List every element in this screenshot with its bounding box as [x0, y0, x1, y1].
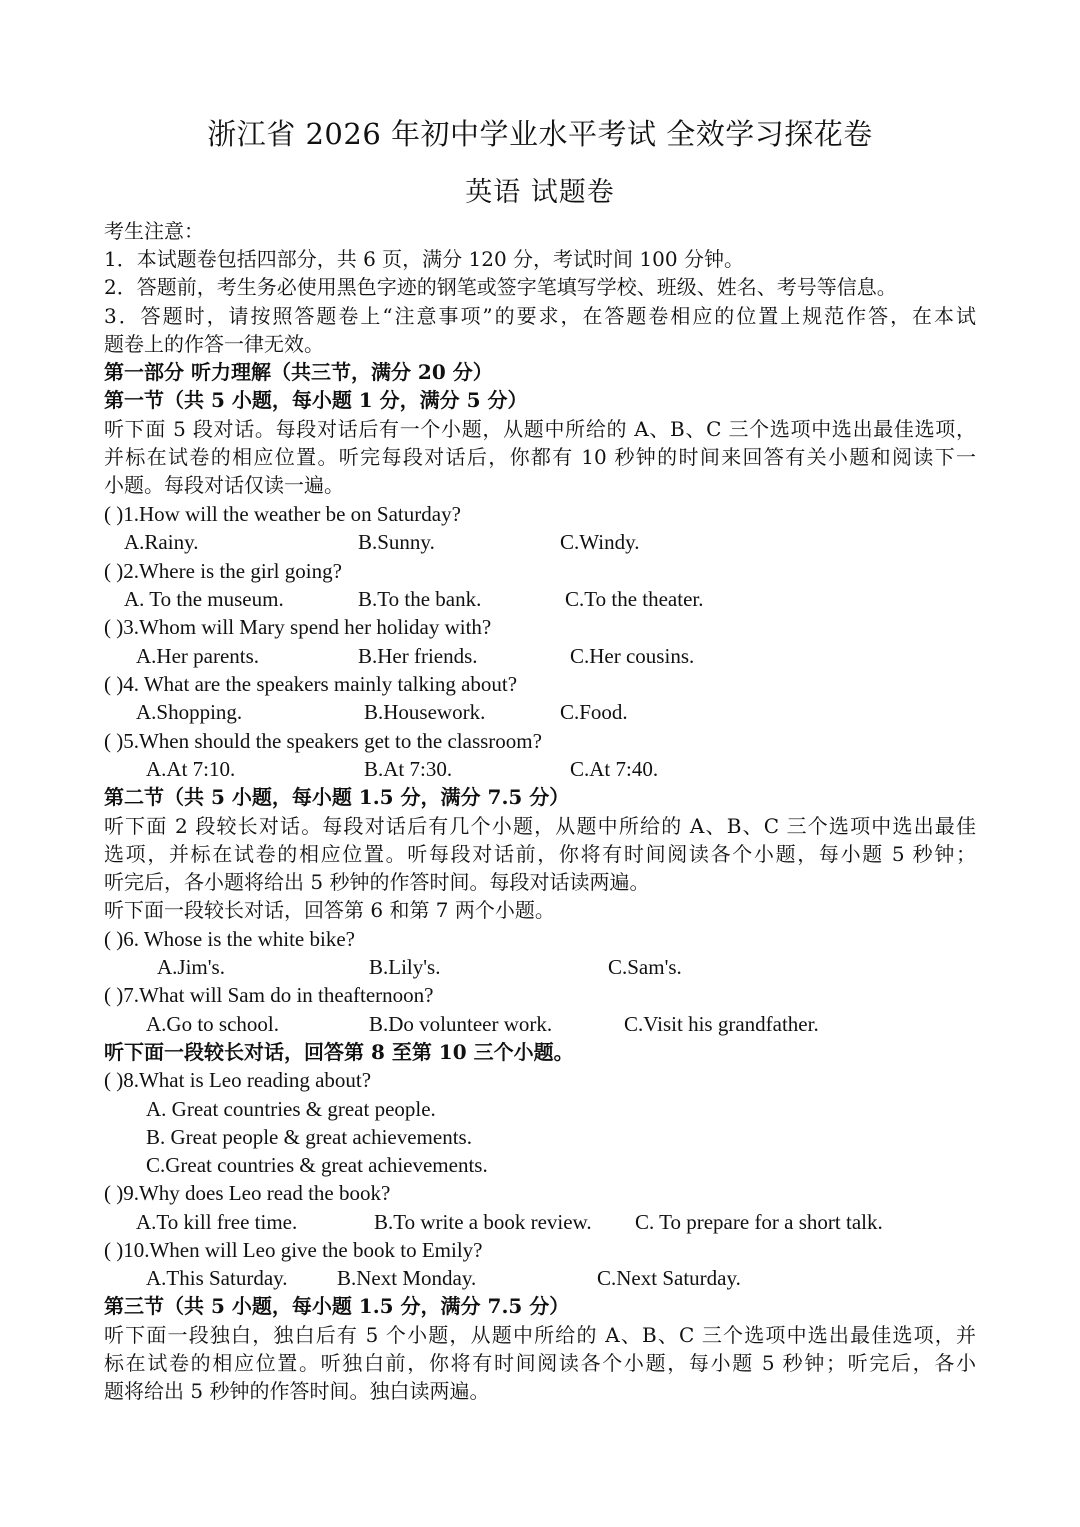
question-option: A.This Saturday. — [146, 1266, 288, 1290]
section1-instruction: 并标在试卷的相应位置。听完每段对话后，你都有 10 秒钟的时间来回答有关小题和阅读下一 — [104, 445, 976, 469]
question-option: A.At 7:10. — [146, 757, 236, 781]
section3-instruction: 题将给出 5 秒钟的作答时间。独白读两遍。 — [104, 1379, 490, 1403]
question-option: A.To kill free time. — [136, 1210, 298, 1234]
question-option: A. To the museum. — [124, 587, 284, 611]
question-stem: ( )8.What is Leo reading about? — [104, 1068, 372, 1092]
question-stem: ( )6. Whose is the white bike? — [104, 927, 355, 951]
part1-heading: 第一部分 听力理解（共三节，满分 20 分） — [104, 360, 493, 384]
notice-heading: 考生注意： — [104, 219, 204, 243]
question-option: B.Sunny. — [358, 530, 435, 554]
question-option: B.At 7:30. — [364, 757, 453, 781]
section1-instruction: 听下面 5 段对话。每段对话后有一个小题，从题中所给的 A、B、C 三个选项中选出最佳选项， — [104, 417, 976, 441]
question-option: A.Go to school. — [146, 1012, 279, 1036]
question-option: C.Visit his grandfather. — [624, 1012, 819, 1036]
question-stem: ( )10.When will Leo give the book to Emily? — [104, 1238, 483, 1262]
section3-instruction: 听下面一段独白，独白后有 5 个小题，从题中所给的 A、B、C 三个选项中选出最佳选项，并 — [104, 1323, 976, 1347]
question-option: A.Her parents. — [136, 644, 260, 668]
question-stem: ( )4. What are the speakers mainly talking about? — [104, 672, 518, 696]
section1-heading: 第一节（共 5 小题，每小题 1 分，满分 5 分） — [104, 388, 528, 412]
question-option: B.Do volunteer work. — [369, 1012, 553, 1036]
question-stem: ( )5.When should the speakers get to the classroom? — [104, 729, 542, 753]
section3-heading: 第三节（共 5 小题，每小题 1.5 分，满分 7.5 分） — [104, 1294, 570, 1318]
question-option: C.Sam's. — [608, 955, 682, 979]
question-option: B.Next Monday. — [337, 1266, 477, 1290]
section2-group-intro: 听下面一段较长对话，回答第 8 至第 10 三个小题。 — [104, 1040, 574, 1064]
question-option: C.Her cousins. — [570, 644, 695, 668]
question-option: C. To prepare for a short talk. — [635, 1210, 883, 1234]
question-option: A.Rainy. — [124, 530, 199, 554]
question-option: B.Her friends. — [358, 644, 478, 668]
notice-item: 3．答题时，请按照答题卷上“注意事项”的要求，在答题卷相应的位置上规范作答，在本试 — [104, 304, 976, 328]
exam-subtitle: 英语 试题卷 — [465, 177, 615, 208]
section2-group-intro: 听下面一段较长对话，回答第 6 和第 7 两个小题。 — [104, 898, 555, 922]
question-option: C.Great countries & great achievements. — [146, 1153, 488, 1177]
question-stem: ( )3.Whom will Mary spend her holiday with? — [104, 615, 492, 639]
section2-heading: 第二节（共 5 小题，每小题 1.5 分，满分 7.5 分） — [104, 785, 570, 809]
question-option: C.Food. — [560, 700, 628, 724]
question-option: C.At 7:40. — [570, 757, 659, 781]
section2-instruction: 选项，并标在试卷的相应位置。听每段对话前，你将有时间阅读各个小题，每小题 5 秒钟； — [104, 842, 976, 866]
question-stem: ( )9.Why does Leo read the book? — [104, 1181, 391, 1205]
question-option: A.Jim's. — [157, 955, 225, 979]
section2-instruction: 听下面 2 段较长对话。每段对话后有几个小题，从题中所给的 A、B、C 三个选项中选出最佳 — [104, 814, 976, 838]
notice-item: 1．本试题卷包括四部分，共 6 页，满分 120 分，考试时间 100 分钟。 — [104, 247, 744, 271]
question-option: C.Windy. — [560, 530, 640, 554]
question-option: A.Shopping. — [136, 700, 243, 724]
question-option: B.To the bank. — [358, 587, 482, 611]
notice-item: 2．答题前，考生务必使用黑色字迹的钢笔或签字笔填写学校、班级、姓名、考号等信息。 — [104, 275, 897, 299]
question-option: B.Housework. — [364, 700, 486, 724]
section3-instruction: 标在试卷的相应位置。听独白前，你将有时间阅读各个小题，每小题 5 秒钟；听完后，各小 — [104, 1351, 976, 1375]
question-stem: ( )7.What will Sam do in theafternoon? — [104, 983, 434, 1007]
question-option: A. Great countries & great people. — [146, 1097, 436, 1121]
question-stem: ( )1.How will the weather be on Saturday? — [104, 502, 461, 526]
question-option: C.Next Saturday. — [597, 1266, 741, 1290]
question-option: B.Lily's. — [369, 955, 441, 979]
question-option: B.To write a book review. — [374, 1210, 592, 1234]
question-option: B. Great people & great achievements. — [146, 1125, 472, 1149]
notice-item: 题卷上的作答一律无效。 — [104, 332, 324, 356]
exam-title: 浙江省 2026 年初中学业水平考试 全效学习探花卷 — [207, 117, 873, 151]
section2-instruction: 听完后，各小题将给出 5 秒钟的作答时间。每段对话读两遍。 — [104, 870, 650, 894]
question-option: C.To the theater. — [565, 587, 704, 611]
section1-instruction: 小题。每段对话仅读一遍。 — [104, 473, 344, 497]
question-stem: ( )2.Where is the girl going? — [104, 559, 342, 583]
